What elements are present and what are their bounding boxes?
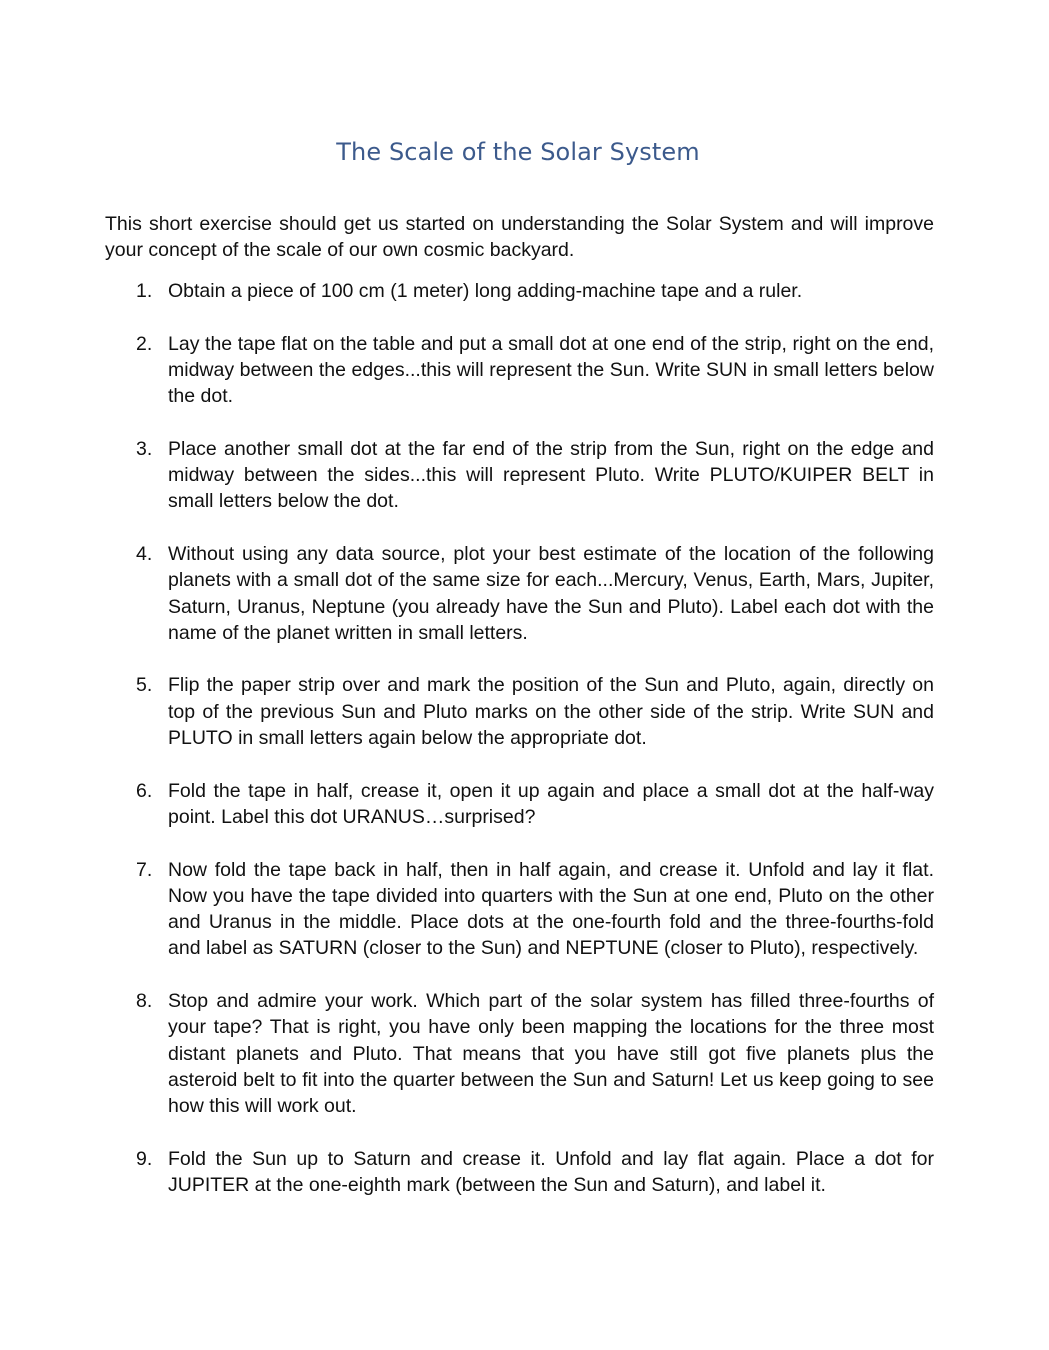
list-item-number: 8.: [136, 990, 153, 1013]
list-item: [105, 857, 934, 962]
list-item: [105, 331, 934, 410]
list-item-text: Stop and admire your work. Which part of the solar system has filled three-fourths of your tape? That is right, you have only been mapping the locations for the three most distant planets and Pluto. That means that you have still got five planets plus the asteroid belt to fit into the quarter between the Sun and Saturn! Let us keep going to see how this will work out.: [168, 990, 934, 1118]
list-item-number: 6.: [136, 779, 153, 802]
list-item-text: Place another small dot at the far end of the strip from the Sun, right on the edge and midway between the sides...this will represent Pluto. Write PLUTO/KUIPER BELT in small letters below the dot.: [168, 437, 934, 513]
list-item: [105, 988, 934, 1119]
steps-list: [105, 278, 934, 1225]
list-item-number: 4.: [136, 542, 153, 565]
list-item-text: Obtain a piece of 100 cm (1 meter) long adding-machine tape and a ruler.: [168, 280, 803, 302]
list-item-text: Fold the tape in half, crease it, open it up again and place a small dot at the half-way point. Label this dot URANUS…surprised?: [168, 779, 934, 828]
list-item-text: Lay the tape flat on the table and put a small dot at one end of the strip, right on the end, midway between the edges...this will represent the Sun. Write SUN in small letters below the dot.: [168, 332, 934, 408]
list-item-text: Fold the Sun up to Saturn and crease it. Unfold and lay flat again. Place a dot for JUPITER at the one-eighth mark (between the Sun and Saturn), and label it.: [168, 1147, 934, 1197]
list-item-number: 1.: [136, 280, 153, 302]
list-item: [105, 541, 934, 646]
list-item: [105, 278, 934, 304]
list-item: [105, 672, 934, 751]
intro-paragraph: This short exercise should get us started on understanding the Solar System and will improve your concept of the scale of our own cosmic backyard.: [105, 213, 934, 262]
page-title: The Scale of the Solar System: [336, 138, 700, 166]
list-item-text: Without using any data source, plot your best estimate of the location of the following planets with a small dot of the same size for each...Mercury, Venus, Earth, Mars, Jupiter, Saturn, Uranus, Neptune (you already have the Sun and Pluto). Label each dot with the name of the planet written in small letters.: [168, 542, 934, 644]
list-item: [105, 1146, 934, 1199]
list-item: [105, 436, 934, 515]
list-item-number: 7.: [136, 858, 153, 881]
list-item-number: 9.: [136, 1147, 153, 1170]
list-item: [105, 778, 934, 831]
list-item-text: Flip the paper strip over and mark the position of the Sun and Pluto, again, directly on top of the previous Sun and Pluto marks on the other side of the strip. Write SUN and PLUTO in small letters again below the appropriate dot.: [168, 674, 934, 750]
list-item-number: 5.: [136, 674, 153, 697]
list-item-text: Now fold the tape back in half, then in half again, and crease it. Unfold and lay it flat. Now you have the tape divided into quarters with the Sun at one end, Pluto on the other and Uranus in the middle. Place dots at the one-fourth fold and the three-fourths-fold and label as SATURN (closer to the Sun) and NEPTUNE (closer to Pluto), respectively.: [168, 858, 934, 960]
list-item-number: 2.: [136, 332, 153, 355]
list-item-number: 3.: [136, 437, 153, 460]
